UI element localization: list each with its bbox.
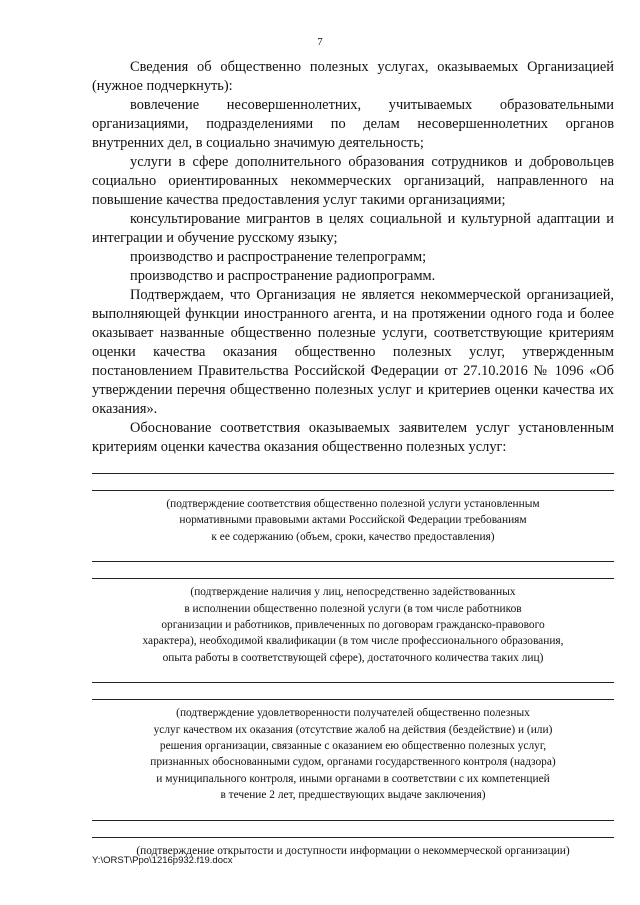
fill-line[interactable] bbox=[92, 545, 614, 562]
paragraph-confirmation: Подтверждаем, что Организация не является некоммерческой организацией, выполняющей функции иностранного агента, и на протяжении одного года и более оказывает названные общественно полезные услуги, соответствующие критериям оценки качества оказания общественно полезных услуг, утвержденным постановлением Правительства Российской Федерации от 27.10.2016 № 1096 «Об утверждении перечня общественно полезных услуг и критериев оценки качества их оказания». bbox=[92, 287, 614, 417]
footer-file-path: Y:\ORST\Ppo\1216p932.f19.docx bbox=[92, 855, 233, 866]
caption-requirements: (подтверждение соответствия общественно полезной услуги установленным нормативными правовыми актами Российской Федерации требованиям к ее содержанию (объем, сроки, качество предоставления) bbox=[166, 498, 540, 543]
page-number: 7 bbox=[317, 36, 323, 48]
paragraph-justification: Обоснование соответствия оказываемых заявителем услуг установленным критериям оценки качества оказания общественно полезных услуг: bbox=[92, 420, 614, 455]
paragraph-service-migrants: консультирование мигрантов в целях социальной и культурной адаптации и интеграции и обучение русскому языку; bbox=[92, 211, 614, 246]
paragraph-service-education: услуги в сфере дополнительного образования сотрудников и добровольцев социально ориентированных некоммерческих организаций, направленного на повышение качества предоставления услуг такими организациями; bbox=[92, 154, 614, 208]
fill-line[interactable] bbox=[92, 474, 614, 491]
fill-line[interactable] bbox=[92, 666, 614, 683]
paragraph-service-tv: производство и распространение телепрограмм; bbox=[130, 249, 427, 265]
fill-line[interactable] bbox=[92, 821, 614, 838]
caption-satisfaction: (подтверждение удовлетворенности получателей общественно полезных услуг качеством их оказания (отсутствие жалоб на действия (бездействие) и (или) решения организации, связанные с оказанием ею общественно полезных услуг, признанных обоснованными судом, органами государственного контроля (надзора) и муниципального контроля, иными органами в соответствии с их компетенцией в течение 2 лет, предшествующих выдаче заключения) bbox=[150, 707, 556, 802]
fill-line[interactable] bbox=[92, 457, 614, 474]
paragraph-service-radio: производство и распространение радиопрограмм. bbox=[130, 268, 436, 284]
paragraph-service-minors: вовлечение несовершеннолетних, учитываемых образовательными организациями, подразделениями по делам несовершеннолетних органов внутренних дел, в социально значимую деятельность; bbox=[92, 97, 614, 151]
fill-line[interactable] bbox=[92, 804, 614, 821]
fill-line[interactable] bbox=[92, 683, 614, 700]
caption-qualification: (подтверждение наличия у лиц, непосредственно задействованных в исполнении общественно полезной услуги (в том числе работников организации и работников, привлеченных по договорам гражданско-правового характера), необходимой квалификации (в том числе профессионального образования, опыта работы в соответствующей сфере), достаточного количества таких лиц) bbox=[142, 586, 564, 664]
paragraph-services-intro: Сведения об общественно полезных услугах, оказываемых Организацией (нужное подчеркнуть): bbox=[92, 59, 614, 94]
caption-openness: (подтверждение открытости и доступности информации о некоммерческой организации) bbox=[136, 844, 570, 857]
document-body bbox=[92, 58, 614, 859]
fill-line[interactable] bbox=[92, 562, 614, 579]
